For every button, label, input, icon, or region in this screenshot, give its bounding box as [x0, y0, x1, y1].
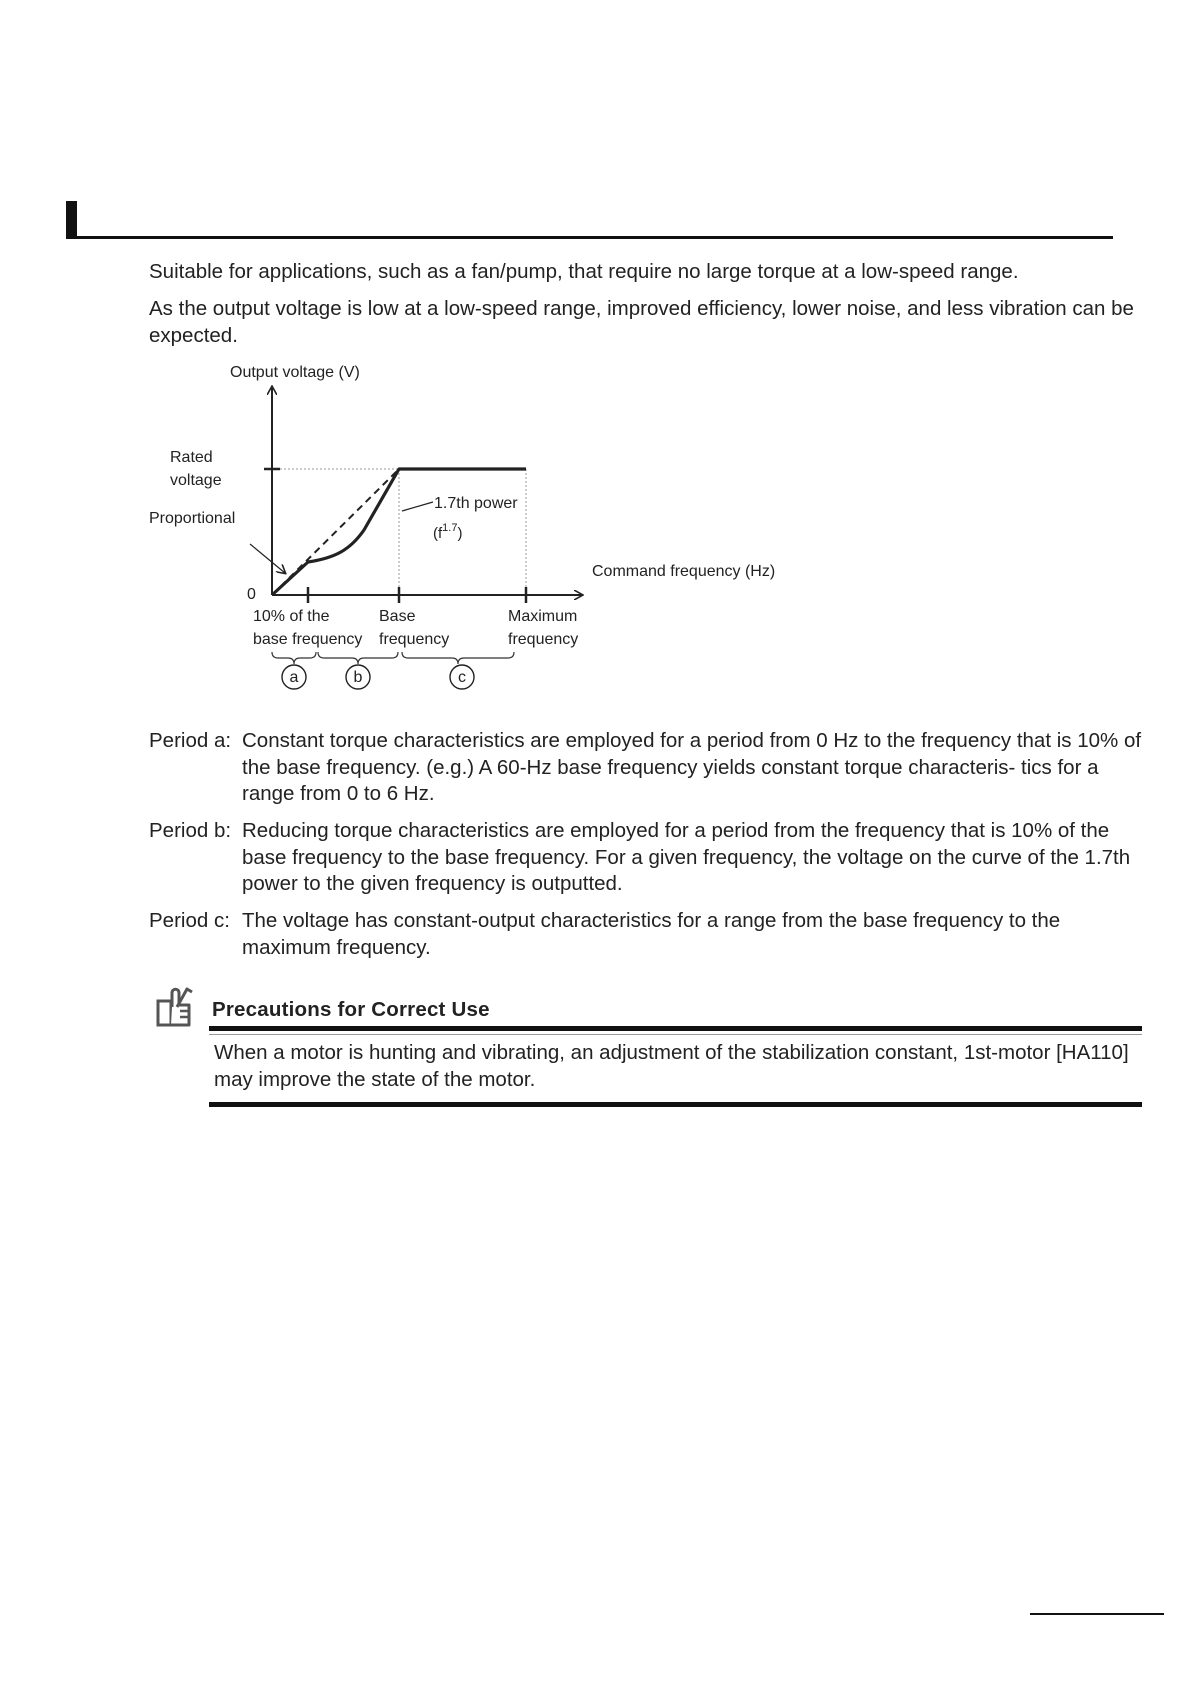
- period-b-text: Reducing torque characteristics are employed for a period from the frequency that is 10% of the base frequency to the base frequency. For a given frequency, the voltage on the curve of the 1.7th power to the given frequency is outputted.: [242, 819, 1131, 895]
- power-formula-base: (f: [433, 525, 443, 542]
- period-b-label: Period b:: [149, 819, 232, 842]
- ten-percent-label-line2: base frequency: [253, 631, 363, 648]
- intro-paragraph-1: Suitable for applications, such as a fan/pump, that require no large torque at a low-speed range.: [149, 260, 1019, 283]
- section-heading-marker: [66, 201, 77, 239]
- rated-voltage-label-line2: voltage: [170, 472, 222, 489]
- period-c-label: Period c:: [149, 909, 230, 932]
- period-c-description: [149, 908, 1149, 961]
- origin-label: 0: [247, 586, 256, 603]
- vf-characteristic-chart: [140, 355, 780, 695]
- period-c-text: The voltage has constant-output characteristics for a range from the base frequency to the maximum frequency.: [242, 909, 1061, 959]
- proportional-leader: [250, 544, 285, 573]
- power-formula: [433, 522, 462, 542]
- footer-rule: [1030, 1613, 1164, 1615]
- y-axis-label: Output voltage (V): [230, 364, 360, 381]
- period-a-text: Constant torque characteristics are employed for a period from 0 Hz to the frequency that is 10% of the base frequency. (e.g.) A 60-Hz base frequency yields constant torque characteris- tics for a range from 0 to 6 Hz.: [242, 729, 1142, 805]
- precaution-hand-icon: [153, 983, 197, 1029]
- maximum-frequency-label-line2: frequency: [508, 631, 579, 648]
- precautions-top-rule: [209, 1026, 1142, 1031]
- period-a-label: Period a:: [149, 729, 232, 752]
- x-axis-label: Command frequency (Hz): [592, 563, 776, 580]
- power-formula-exponent: 1.7: [442, 522, 458, 534]
- ten-percent-label-line1: 10% of the: [253, 608, 330, 625]
- maximum-frequency-label-line1: Maximum: [508, 608, 578, 625]
- power-formula-close: ): [457, 525, 463, 542]
- power-curve-series: [272, 469, 526, 595]
- base-frequency-label-line1: Base: [379, 608, 416, 625]
- precautions-bottom-rule: [209, 1102, 1142, 1107]
- base-frequency-label-line2: frequency: [379, 631, 450, 648]
- power-label: 1.7th power: [434, 495, 518, 512]
- rated-voltage-label-line1: Rated: [170, 449, 213, 466]
- proportional-label: Proportional: [149, 510, 236, 527]
- period-a-description: [149, 728, 1149, 808]
- intro-paragraph-2: As the output voltage is low at a low-speed range, improved efficiency, lower noise, and less vibration can be expected.: [149, 297, 1134, 347]
- period-b-description: [149, 818, 1149, 898]
- period-a-brace: [272, 652, 316, 664]
- period-b-brace: [318, 652, 398, 664]
- period-c-brace: [402, 652, 514, 664]
- period-a-marker-label: a: [289, 669, 299, 686]
- period-c-marker-label: c: [458, 669, 466, 686]
- precautions-text: When a motor is hunting and vibrating, an adjustment of the stabilization constant, 1st-motor [HA110] may improve the state of the motor.: [214, 1041, 1129, 1091]
- power-leader: [402, 502, 433, 511]
- period-b-marker-label: b: [353, 669, 363, 686]
- section-heading-rule: [66, 236, 1113, 239]
- precautions-top-rule-thin: [209, 1034, 1142, 1035]
- precautions-title: Precautions for Correct Use: [212, 998, 490, 1021]
